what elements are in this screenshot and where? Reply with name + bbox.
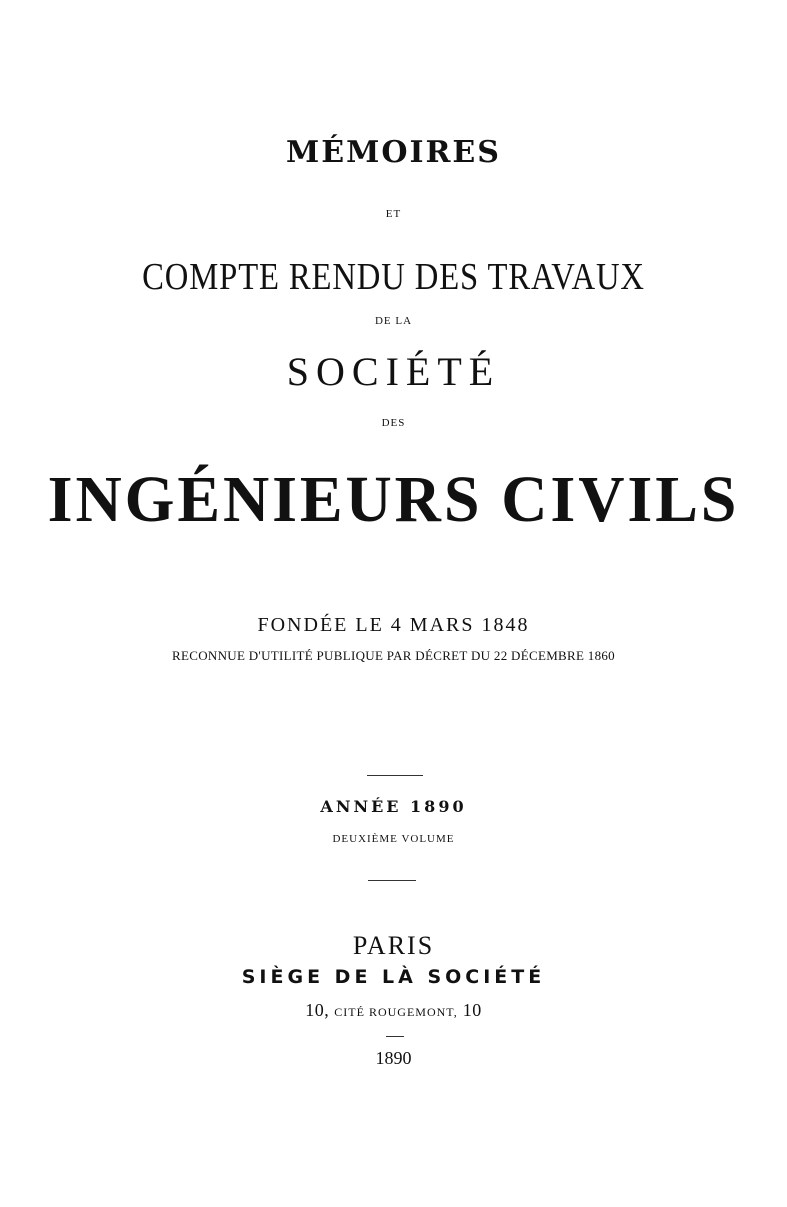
title-societe: SOCIÉTÉ bbox=[286, 349, 501, 394]
divider-rule bbox=[368, 880, 416, 881]
title-ingenieurs-civils: INGÉNIEURS CIVILS bbox=[47, 463, 740, 536]
address-number: 10, bbox=[305, 1000, 330, 1020]
title-de-la: DE LA bbox=[374, 315, 413, 327]
divider-rule bbox=[367, 775, 423, 776]
title-compte-rendu: COMPTE RENDU DES TRAVAUX bbox=[142, 256, 645, 298]
recognition-line: RECONNUE D'UTILITÉ PUBLIQUE PAR DÉCRET DU 22 DÉCEMBRE 1860 bbox=[172, 648, 615, 663]
title-et: ET bbox=[385, 208, 402, 220]
founded-line: FONDÉE LE 4 MARS 1848 bbox=[257, 614, 530, 636]
address-number: 10 bbox=[462, 1000, 482, 1020]
seat-line: SIÈGE DE LÀ SOCIÉTÉ bbox=[241, 966, 546, 988]
publication-year: 1890 bbox=[375, 1048, 412, 1068]
address-line bbox=[0, 1001, 787, 1019]
city: PARIS bbox=[352, 931, 435, 960]
address-street: CITÉ ROUGEMONT, bbox=[334, 1005, 458, 1019]
title-des: DES bbox=[381, 417, 406, 429]
divider-rule bbox=[386, 1036, 404, 1037]
volume-label: DEUXIÈME VOLUME bbox=[332, 833, 455, 845]
year-heading: ANNÉE 1890 bbox=[320, 797, 467, 816]
title-memoires: MÉMOIRES bbox=[286, 135, 501, 170]
